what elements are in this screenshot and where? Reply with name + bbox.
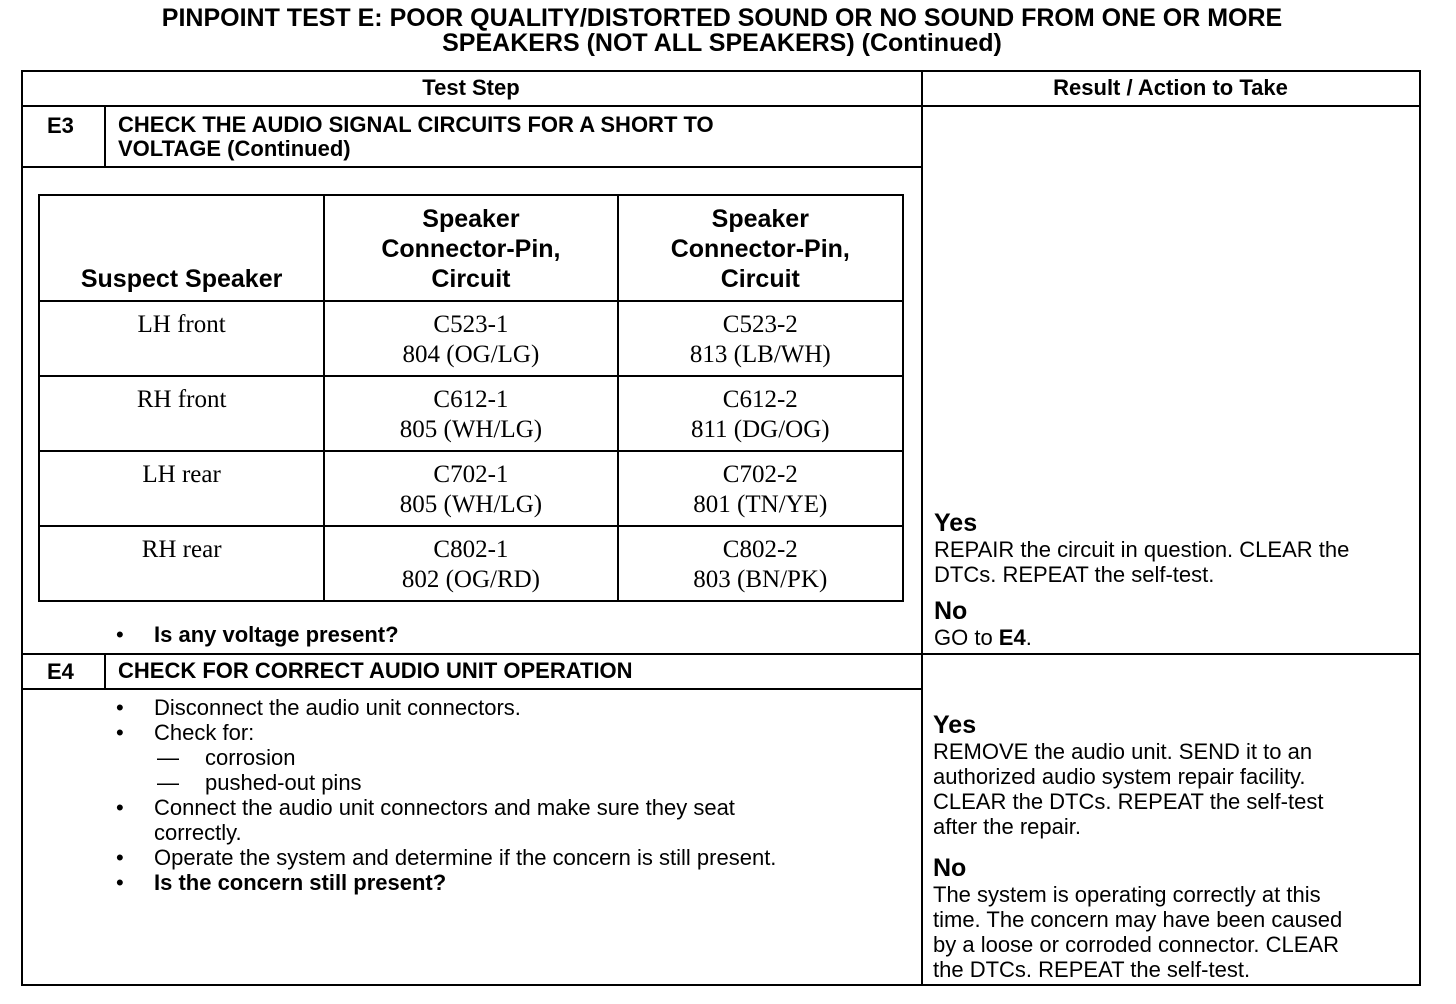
bullet-icon: •: [116, 622, 124, 647]
table-row: [39, 376, 903, 451]
speaker-cell: RH rear: [39, 526, 324, 601]
pin2-cell: C612-2 811 (DG/OG): [618, 376, 903, 451]
e4-id-divider: [104, 654, 106, 690]
e4-yes-line3: CLEAR the DTCs. REPEAT the self-test: [933, 789, 1324, 814]
result-action-header: Result / Action to Take: [1053, 75, 1288, 100]
e3-title-divider: [21, 166, 922, 168]
e4-item2: Check for:: [154, 720, 255, 745]
e3-no-target: E4: [998, 625, 1026, 650]
step-e4-id: E4: [47, 659, 74, 684]
e3-no-text: GO to E4.: [934, 625, 1032, 650]
speaker-cell: LH rear: [39, 451, 324, 526]
dash-icon: —: [157, 745, 179, 770]
e4-yes-line2: authorized audio system repair facility.: [933, 764, 1306, 789]
pin1-cell: C612-1 805 (WH/LG): [324, 376, 617, 451]
header-connector-pin-1: Speaker Connector-Pin, Circuit: [324, 195, 617, 301]
e4-question: Is the concern still present?: [154, 870, 447, 895]
e4-no-line3: by a loose or corroded connector. CLEAR: [933, 932, 1340, 957]
page-title-line2: SPEAKERS (NOT ALL SPEAKERS) (Continued): [442, 29, 1002, 57]
e4-no-label: No: [933, 854, 967, 882]
page-title: [0, 6, 1444, 56]
list-item: [0, 795, 920, 845]
e4-result: [933, 711, 1417, 982]
table-row: [39, 301, 903, 376]
e4-sub1: corrosion: [205, 745, 296, 770]
e4-item3-line1: Connect the audio unit connectors and make sure they seat: [154, 795, 735, 820]
e3-yes-label: Yes: [934, 509, 978, 537]
header-connector-pin-2: Speaker Connector-Pin, Circuit: [618, 195, 903, 301]
list-item: [0, 770, 920, 796]
page-title-line1: PINPOINT TEST E: POOR QUALITY/DISTORTED SOUND OR NO SOUND FROM ONE OR MORE: [161, 4, 1283, 32]
e4-sub2: pushed-out pins: [205, 770, 362, 795]
e4-no-line1: The system is operating correctly at this: [933, 882, 1321, 907]
step-e3-title-line2: VOLTAGE (Continued): [118, 136, 351, 161]
e3-yes-line2: DTCs. REPEAT the self-test.: [934, 562, 1215, 587]
e4-yes-line1: REMOVE the audio unit. SEND it to an: [933, 739, 1313, 764]
e4-no-line2: time. The concern may have been caused: [933, 907, 1343, 932]
list-item: [0, 845, 920, 871]
bullet-icon: •: [116, 720, 124, 745]
list-item: [0, 745, 920, 771]
bullet-icon: •: [116, 845, 124, 870]
e4-title-divider: [21, 688, 922, 690]
table-row: [39, 526, 903, 601]
e3-yes-line1: REPAIR the circuit in question. CLEAR the: [934, 537, 1350, 562]
e4-yes-label: Yes: [933, 711, 977, 739]
pin2-cell: C523-2 813 (LB/WH): [618, 301, 903, 376]
speaker-cell: RH front: [39, 376, 324, 451]
speaker-circuit-table: [38, 194, 904, 602]
e4-no-line4: the DTCs. REPEAT the self-test.: [933, 957, 1251, 982]
test-step-header: Test Step: [422, 75, 520, 100]
speaker-cell: LH front: [39, 301, 324, 376]
e3-e4-divider: [21, 653, 1421, 655]
step-e3-title: [118, 113, 714, 161]
e3-result: [934, 509, 1418, 650]
e3-no-label: No: [934, 597, 968, 625]
dash-icon: —: [157, 770, 179, 795]
table-row: [39, 451, 903, 526]
list-item: [0, 720, 920, 746]
bullet-icon: •: [116, 795, 124, 820]
e4-item4: Operate the system and determine if the concern is still present.: [154, 845, 777, 870]
list-item: [0, 870, 920, 896]
column-divider: [921, 70, 923, 986]
step-e3-title-line1: CHECK THE AUDIO SIGNAL CIRCUITS FOR A SHORT TO: [118, 112, 714, 137]
pin2-cell: C802-2 803 (BN/PK): [618, 526, 903, 601]
header-divider: [21, 105, 1421, 107]
e3-question: Is any voltage present?: [154, 622, 399, 647]
e3-id-divider: [104, 106, 106, 167]
header-suspect-speaker: Suspect Speaker: [39, 195, 324, 301]
pin1-cell: C523-1 804 (OG/LG): [324, 301, 617, 376]
e3-question-bullet: [0, 622, 920, 648]
speaker-table-header-row: [39, 195, 903, 301]
pin2-cell: C702-2 801 (TN/YE): [618, 451, 903, 526]
step-e3-id: E3: [47, 113, 74, 138]
bullet-icon: •: [116, 695, 124, 720]
bullet-icon: •: [116, 870, 124, 895]
list-item: [0, 695, 920, 721]
e4-item3-line2: correctly.: [154, 820, 242, 845]
e4-item1: Disconnect the audio unit connectors.: [154, 695, 521, 720]
pin1-cell: C802-1 802 (OG/RD): [324, 526, 617, 601]
e4-yes-line4: after the repair.: [933, 814, 1081, 839]
pin1-cell: C702-1 805 (WH/LG): [324, 451, 617, 526]
step-e4-title: CHECK FOR CORRECT AUDIO UNIT OPERATION: [118, 658, 633, 683]
